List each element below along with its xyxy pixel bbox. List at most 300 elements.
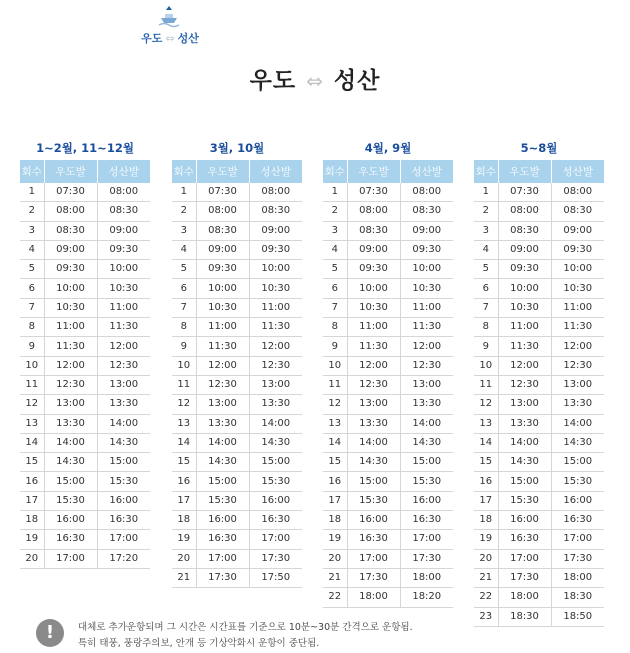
departure-udo: 08:30: [347, 221, 400, 240]
trip-number: 11: [474, 375, 498, 394]
notice: [36, 614, 436, 650]
table-row: [474, 511, 604, 530]
departure-udo: 14:00: [44, 433, 97, 452]
departure-seongsan: 18:50: [551, 607, 604, 626]
header-to: 성산발: [97, 160, 150, 183]
departure-seongsan: 17:20: [97, 549, 150, 568]
departure-seongsan: 10:00: [551, 260, 604, 279]
trip-number: 13: [474, 414, 498, 433]
trip-number: 9: [323, 337, 347, 356]
departure-udo: 15:30: [498, 491, 551, 510]
departure-udo: 07:30: [196, 183, 249, 202]
departure-udo: 07:30: [44, 183, 97, 202]
table-row: [474, 183, 604, 202]
departure-seongsan: 17:00: [551, 530, 604, 549]
departure-seongsan: 15:00: [249, 453, 302, 472]
departure-udo: 16:30: [498, 530, 551, 549]
departure-seongsan: 13:30: [249, 395, 302, 414]
trip-number: 17: [172, 491, 196, 510]
departure-udo: 09:00: [498, 240, 551, 259]
departure-udo: 11:30: [498, 337, 551, 356]
table-row: [323, 298, 453, 317]
table-row: [474, 356, 604, 375]
departure-udo: 16:00: [44, 511, 97, 530]
trip-number: 16: [474, 472, 498, 491]
departure-seongsan: 08:00: [97, 183, 150, 202]
departure-seongsan: 09:30: [551, 240, 604, 259]
title-from: 우도: [249, 68, 297, 94]
trip-number: 10: [172, 356, 196, 375]
header-row: [172, 160, 302, 183]
departure-seongsan: 11:00: [97, 298, 150, 317]
table-row: [474, 260, 604, 279]
table-row: [474, 607, 604, 626]
trip-number: 7: [323, 298, 347, 317]
table-row: [20, 260, 150, 279]
table-row: [323, 240, 453, 259]
logo-arrow: ⇔: [165, 32, 175, 45]
table-row: [172, 260, 302, 279]
trip-number: 5: [172, 260, 196, 279]
table-row: [474, 414, 604, 433]
departure-seongsan: 09:30: [249, 240, 302, 259]
trip-number: 12: [172, 395, 196, 414]
trip-number: 12: [323, 395, 347, 414]
departure-seongsan: 08:00: [400, 183, 453, 202]
trip-number: 11: [20, 375, 44, 394]
departure-udo: 11:00: [498, 318, 551, 337]
departure-seongsan: 17:30: [249, 549, 302, 568]
departure-udo: 07:30: [347, 183, 400, 202]
trip-number: 1: [323, 183, 347, 202]
title-to: 성산: [333, 68, 381, 94]
departure-udo: 18:00: [498, 588, 551, 607]
table-row: [172, 202, 302, 221]
departure-seongsan: 09:00: [551, 221, 604, 240]
departure-udo: 15:00: [44, 472, 97, 491]
table-row: [20, 511, 150, 530]
departure-udo: 12:30: [44, 375, 97, 394]
departure-udo: 12:00: [347, 356, 400, 375]
departure-udo: 13:00: [196, 395, 249, 414]
table-row: [323, 279, 453, 298]
title-arrow: ⇔: [306, 69, 324, 93]
header-row: [323, 160, 453, 183]
trip-number: 1: [172, 183, 196, 202]
table-row: [172, 221, 302, 240]
table-row: [323, 260, 453, 279]
trip-number: 11: [323, 375, 347, 394]
trip-number: 17: [20, 491, 44, 510]
table-row: [20, 433, 150, 452]
table-row: [172, 530, 302, 549]
trip-number: 18: [20, 511, 44, 530]
trip-number: 14: [20, 433, 44, 452]
departure-seongsan: 09:00: [97, 221, 150, 240]
table-row: [172, 279, 302, 298]
departure-udo: 12:00: [196, 356, 249, 375]
table-row: [323, 202, 453, 221]
departure-seongsan: 09:30: [97, 240, 150, 259]
trip-number: 13: [172, 414, 196, 433]
departure-udo: 08:30: [196, 221, 249, 240]
schedule-block: [20, 140, 150, 569]
departure-seongsan: 18:20: [400, 588, 453, 607]
departure-udo: 09:00: [347, 240, 400, 259]
table-row: [323, 395, 453, 414]
trip-number: 13: [20, 414, 44, 433]
trip-number: 15: [323, 453, 347, 472]
schedule-block: [474, 140, 604, 627]
departure-udo: 16:30: [44, 530, 97, 549]
departure-udo: 18:00: [347, 588, 400, 607]
departure-seongsan: 17:00: [249, 530, 302, 549]
table-row: [20, 472, 150, 491]
departure-udo: 14:00: [498, 433, 551, 452]
table-row: [323, 433, 453, 452]
departure-seongsan: 14:00: [551, 414, 604, 433]
table-row: [20, 414, 150, 433]
departure-seongsan: 09:00: [400, 221, 453, 240]
departure-udo: 15:30: [196, 491, 249, 510]
header-from: 우도발: [196, 160, 249, 183]
table-row: [323, 356, 453, 375]
departure-udo: 16:00: [196, 511, 249, 530]
trip-number: 15: [20, 453, 44, 472]
trip-number: 19: [20, 530, 44, 549]
departure-seongsan: 12:00: [551, 337, 604, 356]
trip-number: 4: [20, 240, 44, 259]
departure-seongsan: 18:00: [400, 568, 453, 587]
trip-number: 13: [323, 414, 347, 433]
trip-number: 12: [474, 395, 498, 414]
trip-number: 6: [474, 279, 498, 298]
table-row: [172, 472, 302, 491]
table-row: [474, 395, 604, 414]
table-row: [172, 395, 302, 414]
trip-number: 10: [323, 356, 347, 375]
departure-seongsan: 11:00: [551, 298, 604, 317]
table-row: [323, 414, 453, 433]
table-row: [172, 549, 302, 568]
trip-number: 5: [20, 260, 44, 279]
table-row: [20, 183, 150, 202]
schedule-block: [323, 140, 453, 608]
departure-seongsan: 10:00: [400, 260, 453, 279]
trip-number: 8: [474, 318, 498, 337]
departure-seongsan: 12:00: [97, 337, 150, 356]
table-row: [323, 530, 453, 549]
departure-udo: 13:00: [44, 395, 97, 414]
departure-udo: 10:30: [347, 298, 400, 317]
departure-udo: 11:00: [44, 318, 97, 337]
trip-number: 16: [20, 472, 44, 491]
trip-number: 7: [474, 298, 498, 317]
departure-seongsan: 15:00: [551, 453, 604, 472]
departure-seongsan: 09:00: [249, 221, 302, 240]
departure-seongsan: 14:00: [97, 414, 150, 433]
departure-udo: 08:30: [498, 221, 551, 240]
departure-udo: 09:30: [498, 260, 551, 279]
trip-number: 9: [20, 337, 44, 356]
departure-seongsan: 17:00: [400, 530, 453, 549]
table-row: [172, 375, 302, 394]
season-label: 5~8월: [520, 141, 558, 155]
table-row: [474, 279, 604, 298]
departure-seongsan: 16:00: [400, 491, 453, 510]
table-row: [20, 298, 150, 317]
departure-udo: 13:30: [498, 414, 551, 433]
trip-number: 2: [20, 202, 44, 221]
header-no: 회수: [20, 160, 44, 183]
table-row: [323, 472, 453, 491]
table-row: [172, 356, 302, 375]
logo-from: 우도: [141, 32, 163, 45]
departure-seongsan: 16:30: [551, 511, 604, 530]
departure-seongsan: 16:30: [400, 511, 453, 530]
table-row: [323, 588, 453, 607]
season-label: 1~2월, 11~12월: [36, 141, 134, 155]
header-from: 우도발: [44, 160, 97, 183]
season-label: 3월, 10월: [209, 141, 265, 155]
trip-number: 14: [323, 433, 347, 452]
table-row: [323, 549, 453, 568]
departure-udo: 16:00: [347, 511, 400, 530]
trip-number: 10: [20, 356, 44, 375]
table-row: [172, 433, 302, 452]
table-row: [323, 491, 453, 510]
departure-udo: 11:30: [196, 337, 249, 356]
table-row: [20, 530, 150, 549]
departure-udo: 18:30: [498, 607, 551, 626]
departure-udo: 11:00: [196, 318, 249, 337]
trip-number: 9: [172, 337, 196, 356]
table-row: [20, 337, 150, 356]
departure-udo: 17:00: [44, 549, 97, 568]
departure-seongsan: 12:30: [400, 356, 453, 375]
table-row: [474, 530, 604, 549]
header-from: 우도발: [347, 160, 400, 183]
departure-seongsan: 10:00: [97, 260, 150, 279]
departure-seongsan: 13:30: [551, 395, 604, 414]
departure-udo: 10:30: [44, 298, 97, 317]
trip-number: 5: [323, 260, 347, 279]
trip-number: 14: [172, 433, 196, 452]
table-row: [323, 453, 453, 472]
trip-number: 6: [323, 279, 347, 298]
table-row: [172, 568, 302, 587]
trip-number: 18: [474, 511, 498, 530]
departure-seongsan: 17:00: [97, 530, 150, 549]
table-row: [474, 298, 604, 317]
table-row: [172, 183, 302, 202]
trip-number: 2: [474, 202, 498, 221]
departure-udo: 12:00: [498, 356, 551, 375]
trip-number: 8: [323, 318, 347, 337]
trip-number: 2: [323, 202, 347, 221]
trip-number: 22: [323, 588, 347, 607]
departure-udo: 10:00: [44, 279, 97, 298]
departure-udo: 16:30: [347, 530, 400, 549]
departure-seongsan: 10:30: [551, 279, 604, 298]
departure-udo: 10:30: [498, 298, 551, 317]
table-row: [172, 337, 302, 356]
table-row: [474, 588, 604, 607]
departure-udo: 16:00: [498, 511, 551, 530]
trip-number: 15: [172, 453, 196, 472]
departure-seongsan: 15:30: [551, 472, 604, 491]
trip-number: 22: [474, 588, 498, 607]
trip-number: 20: [172, 549, 196, 568]
departure-seongsan: 13:30: [400, 395, 453, 414]
trip-number: 6: [172, 279, 196, 298]
trip-number: 14: [474, 433, 498, 452]
table-row: [20, 240, 150, 259]
trip-number: 3: [474, 221, 498, 240]
trip-number: 3: [323, 221, 347, 240]
departure-seongsan: 13:30: [97, 395, 150, 414]
departure-udo: 13:30: [347, 414, 400, 433]
departure-udo: 11:30: [44, 337, 97, 356]
departure-seongsan: 10:30: [249, 279, 302, 298]
table-row: [172, 240, 302, 259]
schedule-table: [474, 160, 604, 627]
table-row: [323, 375, 453, 394]
trip-number: 6: [20, 279, 44, 298]
trip-number: 10: [474, 356, 498, 375]
header-no: 회수: [474, 160, 498, 183]
departure-seongsan: 08:30: [97, 202, 150, 221]
table-row: [474, 221, 604, 240]
departure-udo: 14:00: [196, 433, 249, 452]
departure-udo: 08:30: [44, 221, 97, 240]
schedule-table: [20, 160, 150, 569]
trip-number: 21: [474, 568, 498, 587]
table-row: [20, 318, 150, 337]
departure-udo: 15:00: [196, 472, 249, 491]
table-row: [172, 298, 302, 317]
table-row: [20, 356, 150, 375]
departure-seongsan: 10:30: [97, 279, 150, 298]
table-row: [323, 183, 453, 202]
header-row: [474, 160, 604, 183]
departure-udo: 17:30: [347, 568, 400, 587]
header-to: 성산발: [400, 160, 453, 183]
trip-number: 4: [474, 240, 498, 259]
departure-udo: 11:30: [347, 337, 400, 356]
notice-line-1: 대체로 추가운항되며 그 시간은 시간표를 기준으로 10분~30분 간격으로 운항됨.: [78, 622, 413, 633]
departure-udo: 09:00: [44, 240, 97, 259]
table-row: [172, 511, 302, 530]
trip-number: 11: [172, 375, 196, 394]
departure-udo: 14:00: [347, 433, 400, 452]
trip-number: 23: [474, 607, 498, 626]
trip-number: 21: [172, 568, 196, 587]
table-row: [474, 472, 604, 491]
departure-seongsan: 08:30: [551, 202, 604, 221]
departure-seongsan: 17:30: [551, 549, 604, 568]
schedule-block: [172, 140, 302, 588]
table-row: [474, 491, 604, 510]
departure-seongsan: 08:00: [551, 183, 604, 202]
trip-number: 16: [172, 472, 196, 491]
table-row: [323, 511, 453, 530]
table-row: [323, 568, 453, 587]
trip-number: 7: [172, 298, 196, 317]
route-logo: [130, 0, 210, 48]
trip-number: 8: [172, 318, 196, 337]
departure-seongsan: 13:00: [400, 375, 453, 394]
departure-udo: 13:30: [44, 414, 97, 433]
table-row: [474, 453, 604, 472]
departure-seongsan: 14:30: [249, 433, 302, 452]
trip-number: 20: [474, 549, 498, 568]
trip-number: 8: [20, 318, 44, 337]
table-row: [323, 221, 453, 240]
departure-seongsan: 11:30: [249, 318, 302, 337]
departure-udo: 17:00: [196, 549, 249, 568]
trip-number: 19: [474, 530, 498, 549]
table-row: [474, 337, 604, 356]
table-row: [474, 568, 604, 587]
table-row: [20, 279, 150, 298]
trip-number: 4: [323, 240, 347, 259]
departure-udo: 17:30: [196, 568, 249, 587]
departure-udo: 14:30: [498, 453, 551, 472]
departure-seongsan: 08:00: [249, 183, 302, 202]
departure-udo: 16:30: [196, 530, 249, 549]
table-row: [20, 395, 150, 414]
table-row: [20, 375, 150, 394]
departure-seongsan: 12:30: [249, 356, 302, 375]
departure-seongsan: 17:30: [400, 549, 453, 568]
departure-seongsan: 16:30: [97, 511, 150, 530]
departure-udo: 11:00: [347, 318, 400, 337]
departure-seongsan: 14:00: [400, 414, 453, 433]
departure-udo: 15:00: [347, 472, 400, 491]
notice-line-2: 특히 태풍, 풍랑주의보, 안개 등 기상악화시 운항이 중단됨.: [78, 638, 320, 649]
table-row: [172, 491, 302, 510]
departure-udo: 17:30: [498, 568, 551, 587]
departure-udo: 09:30: [44, 260, 97, 279]
table-row: [172, 414, 302, 433]
trip-number: 16: [323, 472, 347, 491]
departure-seongsan: 16:00: [97, 491, 150, 510]
trip-number: 20: [323, 549, 347, 568]
departure-seongsan: 18:30: [551, 588, 604, 607]
departure-udo: 17:00: [347, 549, 400, 568]
departure-udo: 12:30: [347, 375, 400, 394]
table-row: [323, 318, 453, 337]
trip-number: 9: [474, 337, 498, 356]
departure-udo: 12:30: [498, 375, 551, 394]
logo-to: 성산: [177, 32, 199, 45]
departure-seongsan: 12:00: [400, 337, 453, 356]
departure-seongsan: 15:00: [97, 453, 150, 472]
page-title: [0, 62, 630, 95]
header-no: 회수: [323, 160, 347, 183]
departure-seongsan: 14:30: [551, 433, 604, 452]
departure-udo: 09:00: [196, 240, 249, 259]
departure-seongsan: 15:30: [400, 472, 453, 491]
departure-udo: 15:30: [44, 491, 97, 510]
header-row: [20, 160, 150, 183]
table-row: [172, 318, 302, 337]
departure-seongsan: 16:30: [249, 511, 302, 530]
header-to: 성산발: [551, 160, 604, 183]
departure-udo: 08:00: [196, 202, 249, 221]
trip-number: 1: [474, 183, 498, 202]
